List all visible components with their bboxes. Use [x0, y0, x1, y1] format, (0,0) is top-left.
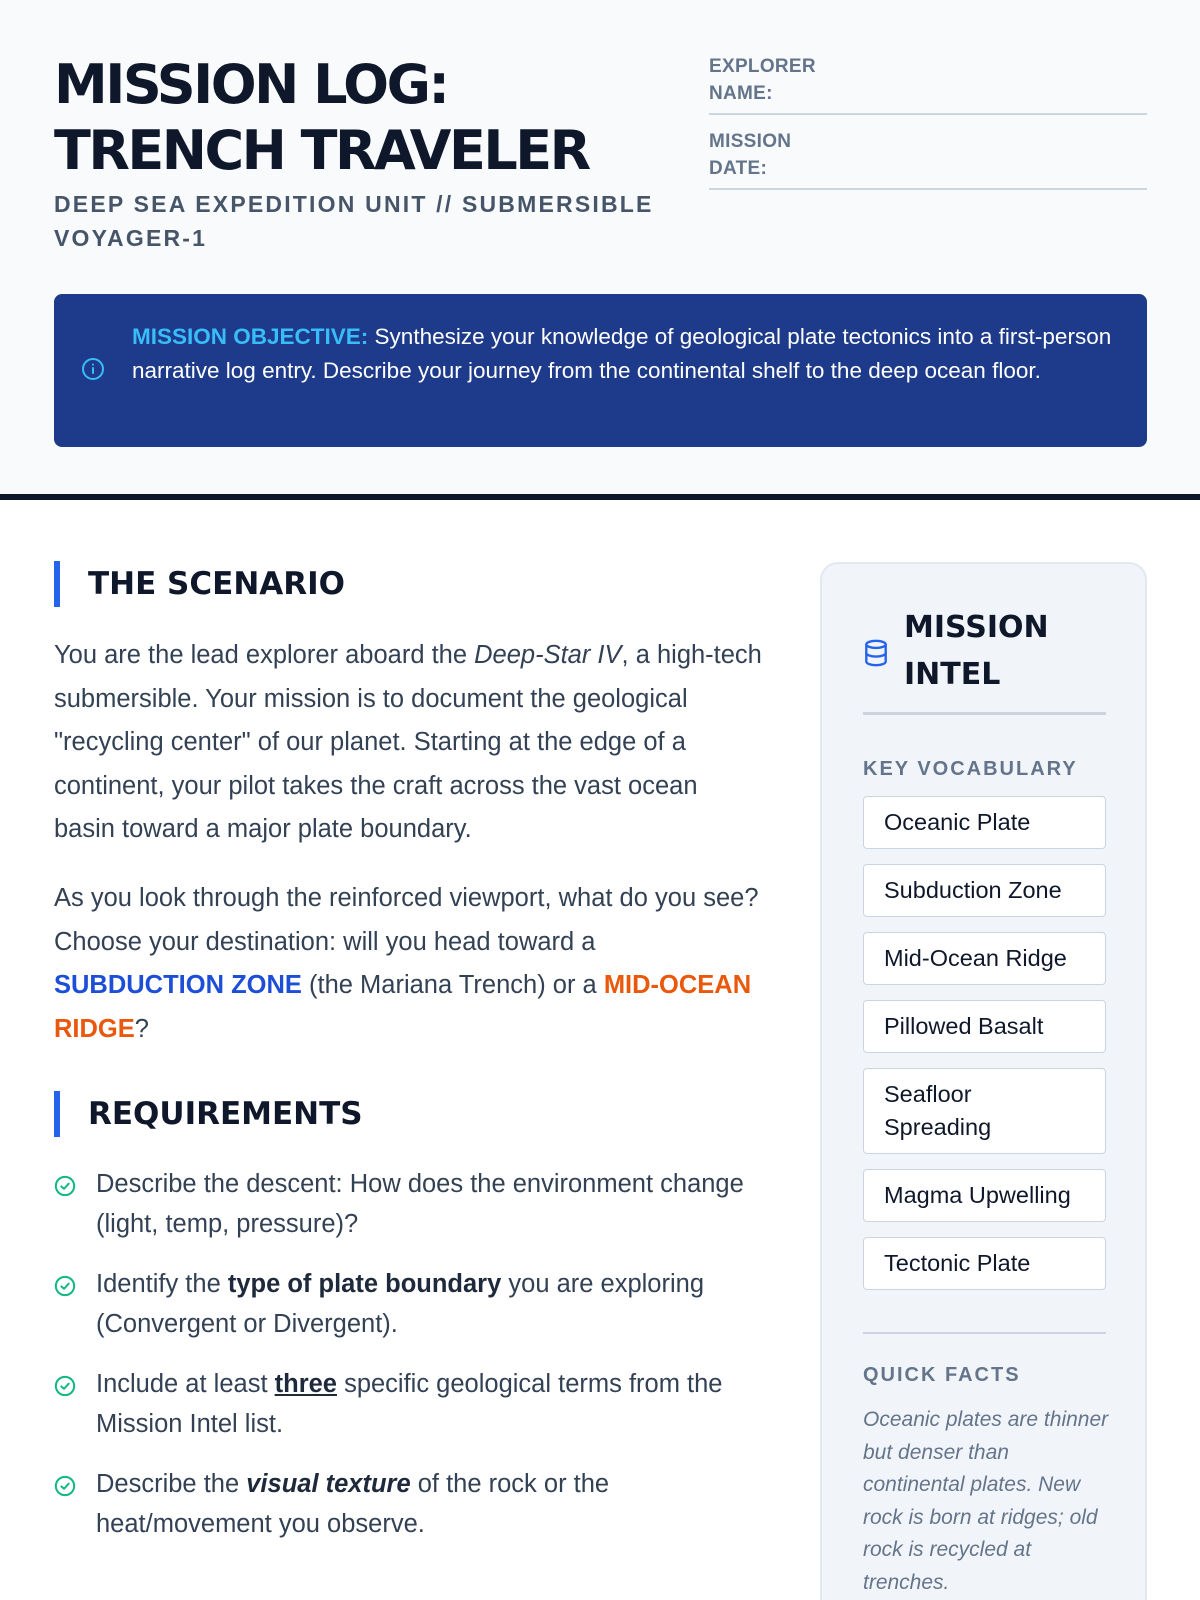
divider	[863, 712, 1106, 715]
check-circle-icon	[54, 1175, 76, 1197]
requirement-text	[96, 1464, 774, 1544]
quick-facts-text: Oceanic plates are thinner but denser than continental plates. New rock is born at ridges; old rock is recycled at trenches.	[863, 1408, 1109, 1594]
vocab-item: Pillowed Basalt	[863, 1000, 1106, 1053]
check-circle-icon	[54, 1375, 76, 1397]
requirement-text	[96, 1264, 774, 1344]
objective-text	[132, 320, 1122, 388]
vocab-item: Magma Upwelling	[863, 1169, 1106, 1222]
page-subtitle: DEEP SEA EXPEDITION UNIT // SUBMERSIBLE VOYAGER-1	[54, 191, 654, 251]
mission-date-label: MISSION DATE:	[709, 131, 792, 179]
explorer-name-label: EXPLORER NAME:	[709, 56, 816, 104]
requirement-text: Describe the descent: How does the environment change (light, temp, pressure)?	[96, 1170, 744, 1238]
check-circle-icon	[54, 1275, 76, 1297]
requirement-text	[96, 1364, 774, 1444]
scenario-text: As you look through the reinforced viewport, what do you see? Choose your destination: will you head toward a	[54, 884, 759, 956]
requirement-emphasis: visual texture	[246, 1470, 411, 1498]
requirement-underline: three	[274, 1370, 337, 1398]
scenario-text: ?	[134, 1014, 149, 1043]
requirement-item	[54, 1164, 774, 1244]
quick-facts-label: QUICK FACTS	[863, 1364, 1021, 1386]
objective-body: Synthesize your knowledge of geological plate tectonics into a first-person narrative log entry. Describe your journey from the continental shelf to the deep ocean floor.	[132, 324, 1112, 383]
requirement-item	[54, 1364, 774, 1444]
check-circle-icon	[54, 1475, 76, 1497]
mission-objective-banner	[54, 294, 1147, 447]
vocab-item: Mid-Ocean Ridge	[863, 932, 1106, 985]
scenario-paragraph-1	[54, 634, 764, 852]
database-icon	[863, 639, 889, 667]
requirement-item	[54, 1464, 774, 1544]
info-icon	[81, 357, 105, 381]
requirement-item	[54, 1264, 774, 1344]
objective-label: MISSION OBJECTIVE:	[132, 324, 369, 349]
requirement-text-part: you are exploring (Convergent or Divergent).	[96, 1270, 705, 1338]
mission-intel-sidebar	[820, 562, 1147, 1600]
requirement-text-part: of the rock or the heat/movement you observe.	[96, 1470, 610, 1538]
page-header	[0, 0, 1200, 500]
vessel-name: Deep-Star IV	[474, 641, 622, 669]
subduction-zone-option: SUBDUCTION ZONE	[54, 971, 302, 999]
page-title	[54, 52, 694, 184]
requirement-text-part: Describe the	[96, 1470, 247, 1498]
vocab-item: Seafloor Spreading	[863, 1068, 1106, 1154]
requirement-text-part: Include at least	[96, 1370, 275, 1398]
scenario-text: You are the lead explorer aboard the	[54, 641, 475, 669]
scenario-paragraph-2	[54, 877, 764, 1051]
requirement-text-part: specific geological terms from the Mission Intel list.	[96, 1370, 723, 1438]
mid-ocean-ridge-option: MID-OCEAN RIDGE	[54, 971, 752, 1043]
mission-intel-title: MISSION INTEL	[904, 610, 1049, 692]
vocab-item: Subduction Zone	[863, 864, 1106, 917]
scenario-text: , a high-tech submersible. Your mission is to document the geological "recycling center" of our planet. Starting at the edge of a continent, your pilot takes the craft across the vast ocean basin toward a major plate boundary.	[54, 641, 762, 843]
explorer-name-field[interactable]	[709, 53, 1147, 115]
mission-date-field[interactable]	[709, 128, 1147, 190]
vocabulary-list	[863, 796, 1106, 1305]
requirements-heading: REQUIREMENTS	[54, 1091, 363, 1137]
scenario-heading: THE SCENARIO	[54, 561, 345, 607]
key-vocabulary-label: KEY VOCABULARY	[863, 758, 1078, 780]
title-line-2: TRENCH TRAVELER	[54, 119, 589, 182]
vocab-item: Tectonic Plate	[863, 1237, 1106, 1290]
title-line-1: MISSION LOG:	[54, 53, 448, 116]
requirement-emphasis: type of plate boundary	[227, 1270, 502, 1298]
vocab-item: Oceanic Plate	[863, 796, 1106, 849]
divider	[863, 1332, 1106, 1334]
scenario-text: (the Mariana Trench) or a	[301, 971, 604, 999]
requirement-text-part: Identify the	[96, 1270, 228, 1298]
